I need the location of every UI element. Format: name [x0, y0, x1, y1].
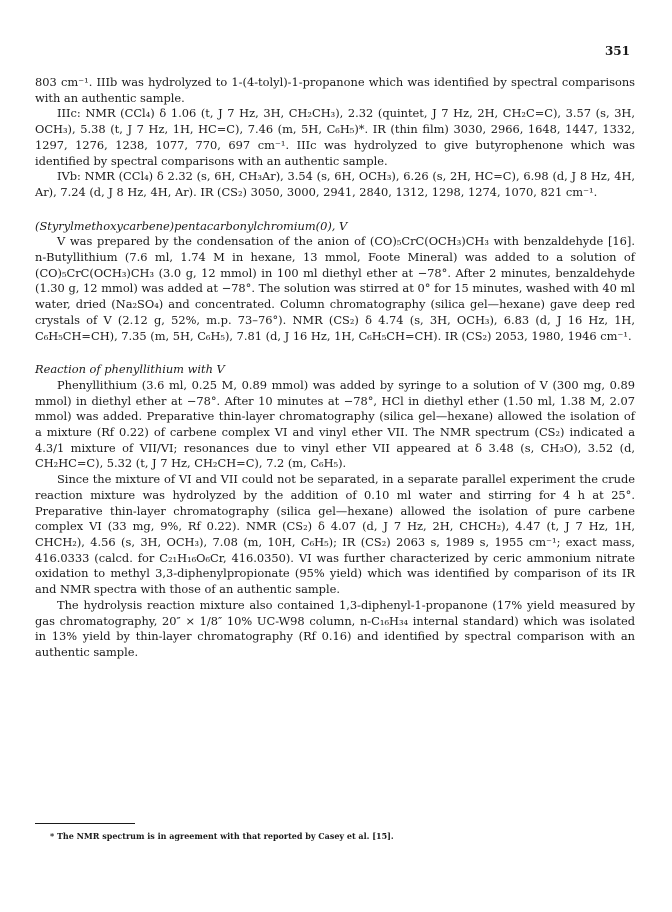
paragraph-ivb-data: IVb: NMR (CCl₄) δ 2.32 (s, 6H, CH₃Ar), 3.54 (s, 6H, OCH₃), 6.26 (s, 2H, HC=C), 6.98 (d, J 8 Hz, 4H, Ar), 7.24 (d, J 8 Hz, 4H, Ar). IR (CS₂) 3050, 3000, 2941, 2840, 1312, 1298, 1274, 1070, 821 cm⁻¹.	[35, 169, 635, 199]
section-title-compound-v: (Styrylmethoxycarbene)pentacarbonylchromium(0), V	[35, 218, 348, 233]
footnote: * The NMR spectrum is in agreement with that reported by Casey et al. [15].	[50, 831, 394, 841]
paragraph-hydrolysis-experiment: Since the mixture of VI and VII could not be separated, in a separate parallel experiment the crude reaction mixture was hydrolyzed by the addition of 0.10 ml water and stirring for 4 h at 25°. Preparative thin-layer chromatography (silica gel—hexane) allowed the isolation of pure carbene complex VI (33 mg, 9%, Rf 0.22). NMR (CS₂) δ 4.07 (d, J 7 Hz, 2H, CHCH₂), 4.47 (t, J 7 Hz, 1H, CHCH₂), 4.56 (s, 3H, OCH₃), 7.08 (m, 10H, C₆H₅); IR (CS₂) 2063 s, 1989 s, 1955 cm⁻¹; exact mass, 416.0333 (calcd. for C₂₁H₁₆O₆Cr, 416.0350). VI was further characterized by ceric ammonium nitrate oxidation to methyl 3,3-diphenylpropionate (95% yield) which was identified by comparison of its IR and NMR spectra with those of an authentic sample.	[35, 472, 635, 597]
paragraph-continuation: 803 cm⁻¹. IIIb was hydrolyzed to 1-(4-tolyl)-1-propanone which was identified by spectral comparisons with an authentic sample.	[35, 75, 635, 105]
paragraph-hydrolysis-products: The hydrolysis reaction mixture also contained 1,3-diphenyl-1-propanone (17% yield measured by gas chromatography, 20″ × 1/8″ 10% UC-W98 column, n-C₁₆H₃₄ internal standard) which was isolated in 13% yield by thin-layer chromatography (Rf 0.16) and identified by spectral comparison with an authentic sample.	[35, 597, 635, 659]
paragraph-reaction-procedure: Phenyllithium (3.6 ml, 0.25 M, 0.89 mmol) was added by syringe to a solution of V (300 mg, 0.89 mmol) in diethyl ether at −78°. After 10 minutes at −78°, HCl in diethyl ether (1.50 ml, 1.38 M, 2.07 mmol) was added. Preparative thin-layer chromatography (silica gel—hexane) allowed the isolation of a mixture (Rf 0.22) of carbene complex VI and vinyl ether VII. The NMR spectrum (CS₂) indicated a 4.3/1 mixture of VII/VI; resonances due to vinyl ether VII appeared at δ 3.48 (s, CH₃O), 3.52 (d, CH₂HC=C), 5.32 (t, J 7 Hz, CH₂CH=C), 7.2 (m, C₆H₅).	[35, 377, 635, 471]
article-body	[35, 75, 635, 661]
paragraph-iiic-data: IIIc: NMR (CCl₄) δ 1.06 (t, J 7 Hz, 3H, CH₂CH₃), 2.32 (quintet, J 7 Hz, 2H, CH₂C=C), 3.57 (s, 3H, OCH₃), 5.38 (t, J 7 Hz, 1H, HC=C), 7.46 (m, 5H, C₆H₅)*. IR (thin film) 3030, 2966, 1648, 1447, 1332, 1297, 1276, 1238, 1077, 770, 697 cm⁻¹. IIIc was hydrolyzed to give butyrophenone which was identified by spectral comparisons with an authentic sample.	[35, 106, 635, 168]
page-number: 351	[604, 44, 630, 58]
footnote-divider	[35, 823, 135, 824]
paragraph-compound-v-prep: V was prepared by the condensation of the anion of (CO)₅CrC(OCH₃)CH₃ with benzaldehyde [16]. n-Butyllithium (7.6 ml, 1.74 M in hexane, 13 mmol, Foote Mineral) was added to a solution of (CO)₅CrC(OCH₃)CH₃ (3.0 g, 12 mmol) in 100 ml diethyl ether at −78°. After 2 minutes, benzaldehyde (1.30 g, 12 mmol) was added at −78°. The solution was stirred at 0° for 15 minutes, washed with 40 ml water, dried (Na₂SO₄) and concentrated. Column chromatography (silica gel—hexane) gave deep red crystals of V (2.12 g, 52%, m.p. 73–76°). NMR (CS₂) δ 4.74 (s, 3H, OCH₃), 6.83 (d, J 16 Hz, 1H, C₆H₅CH=CH), 7.35 (m, 5H, C₆H₅), 7.81 (d, J 16 Hz, 1H, C₆H₅CH=CH). IR (CS₂) 2053, 1980, 1946 cm⁻¹.	[35, 234, 635, 343]
section-title-phenyllithium-reaction: Reaction of phenyllithium with V	[35, 362, 225, 377]
